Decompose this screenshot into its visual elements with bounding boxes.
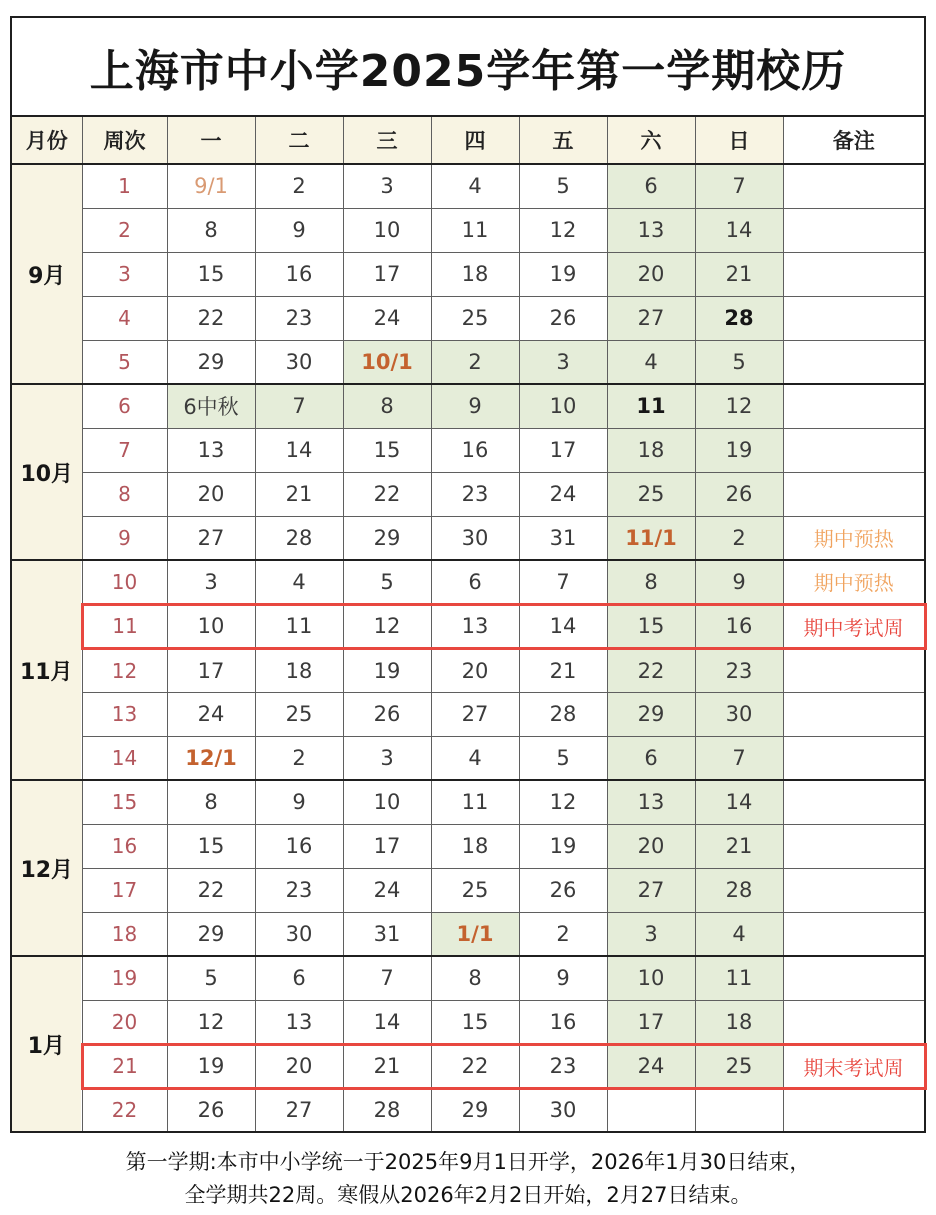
day-cell: 26: [519, 868, 607, 912]
week-number: 5: [82, 340, 167, 384]
note-cell: [783, 252, 925, 296]
week-row: [11, 604, 925, 648]
day-cell: 30: [255, 912, 343, 956]
day-cell: 3: [519, 340, 607, 384]
week-row: [11, 340, 925, 384]
day-cell: 23: [255, 296, 343, 340]
week-row: [11, 384, 925, 428]
day-cell: 12: [343, 604, 431, 648]
day-cell: 11: [607, 384, 695, 428]
day-cell: 18: [255, 648, 343, 692]
month-label: 12月: [11, 780, 82, 956]
day-cell: 15: [167, 824, 255, 868]
week-row: [11, 516, 925, 560]
week-row: [11, 164, 925, 208]
header-note: 备注: [783, 116, 925, 164]
week-number: 1: [82, 164, 167, 208]
day-cell: 29: [167, 340, 255, 384]
day-cell: 21: [695, 824, 783, 868]
week-row: [11, 824, 925, 868]
day-cell: 27: [255, 1088, 343, 1132]
day-cell: 15: [167, 252, 255, 296]
day-cell: 8: [167, 208, 255, 252]
column-header-row: [11, 116, 925, 164]
day-cell: 16: [695, 604, 783, 648]
day-cell: 7: [255, 384, 343, 428]
week-number: 14: [82, 736, 167, 780]
day-cell: 2: [255, 736, 343, 780]
day-cell: 14: [695, 208, 783, 252]
week-number: 3: [82, 252, 167, 296]
day-cell: 7: [695, 736, 783, 780]
day-cell: 19: [343, 648, 431, 692]
day-cell: 3: [167, 560, 255, 604]
day-cell: 20: [255, 1044, 343, 1088]
day-cell: 30: [695, 692, 783, 736]
month-label: 11月: [11, 560, 82, 780]
day-cell: 13: [167, 428, 255, 472]
day-cell: 30: [255, 340, 343, 384]
day-cell: 25: [431, 296, 519, 340]
day-cell: 6: [431, 560, 519, 604]
day-cell: 9: [519, 956, 607, 1000]
month-label: 10月: [11, 384, 82, 560]
day-cell: 10/1: [343, 340, 431, 384]
week-number: 10: [82, 560, 167, 604]
note-cell: [783, 472, 925, 516]
day-cell: 22: [431, 1044, 519, 1088]
header-day-tue: 二: [255, 116, 343, 164]
note-cell: 期中预热: [783, 560, 925, 604]
week-row: [11, 956, 925, 1000]
day-cell: [607, 1088, 695, 1132]
day-cell: 6中秋: [167, 384, 255, 428]
day-cell: 27: [167, 516, 255, 560]
day-cell: 23: [519, 1044, 607, 1088]
day-cell: 9: [255, 208, 343, 252]
day-cell: 17: [167, 648, 255, 692]
day-cell: 27: [431, 692, 519, 736]
day-cell: 31: [343, 912, 431, 956]
day-cell: 11: [431, 208, 519, 252]
week-number: 16: [82, 824, 167, 868]
day-cell: [695, 1088, 783, 1132]
day-cell: 8: [343, 384, 431, 428]
day-cell: 24: [343, 868, 431, 912]
day-cell: 4: [607, 340, 695, 384]
week-row: [11, 780, 925, 824]
header-day-fri: 五: [519, 116, 607, 164]
note-cell: [783, 868, 925, 912]
note-cell: [783, 780, 925, 824]
day-cell: 9: [695, 560, 783, 604]
note-cell: 期中预热: [783, 516, 925, 560]
day-cell: 14: [519, 604, 607, 648]
day-cell: 20: [167, 472, 255, 516]
day-cell: 4: [695, 912, 783, 956]
week-number: 13: [82, 692, 167, 736]
day-cell: 2: [255, 164, 343, 208]
day-cell: 9/1: [167, 164, 255, 208]
day-cell: 13: [607, 780, 695, 824]
note-cell: [783, 824, 925, 868]
day-cell: 23: [695, 648, 783, 692]
day-cell: 8: [167, 780, 255, 824]
note-cell: 期中考试周: [783, 604, 925, 648]
day-cell: 3: [607, 912, 695, 956]
day-cell: 26: [519, 296, 607, 340]
week-row: [11, 912, 925, 956]
day-cell: 17: [343, 824, 431, 868]
week-number: 22: [82, 1088, 167, 1132]
week-number: 2: [82, 208, 167, 252]
day-cell: 3: [343, 736, 431, 780]
day-cell: 19: [519, 824, 607, 868]
week-row: [11, 736, 925, 780]
day-cell: 2: [519, 912, 607, 956]
day-cell: 18: [607, 428, 695, 472]
day-cell: 11: [255, 604, 343, 648]
footer-line-1: 第一学期:本市中小学统一于2025年9月1日开学，2026年1月30日结束，: [125, 1150, 811, 1174]
day-cell: 19: [695, 428, 783, 472]
day-cell: 28: [343, 1088, 431, 1132]
day-cell: 13: [607, 208, 695, 252]
day-cell: 17: [607, 1000, 695, 1044]
header-day-mon: 一: [167, 116, 255, 164]
footer-line-2: 全学期共22周。寒假从2026年2月2日开始，2月27日结束。: [184, 1182, 752, 1207]
day-cell: 24: [519, 472, 607, 516]
day-cell: 22: [167, 296, 255, 340]
day-cell: 27: [607, 296, 695, 340]
day-cell: 22: [343, 472, 431, 516]
header-day-thu: 四: [431, 116, 519, 164]
week-row: [11, 472, 925, 516]
day-cell: 15: [431, 1000, 519, 1044]
day-cell: 17: [519, 428, 607, 472]
week-number: 6: [82, 384, 167, 428]
week-number: 11: [82, 604, 167, 648]
day-cell: 9: [431, 384, 519, 428]
day-cell: 15: [343, 428, 431, 472]
day-cell: 16: [431, 428, 519, 472]
day-cell: 5: [519, 736, 607, 780]
day-cell: 21: [255, 472, 343, 516]
day-cell: 26: [167, 1088, 255, 1132]
day-cell: 23: [431, 472, 519, 516]
week-number: 15: [82, 780, 167, 824]
day-cell: 4: [431, 736, 519, 780]
day-cell: 5: [519, 164, 607, 208]
week-number: 17: [82, 868, 167, 912]
note-cell: [783, 296, 925, 340]
day-cell: 6: [607, 736, 695, 780]
day-cell: 8: [431, 956, 519, 1000]
day-cell: 14: [255, 428, 343, 472]
day-cell: 27: [607, 868, 695, 912]
month-label: 9月: [11, 164, 82, 384]
note-cell: [783, 956, 925, 1000]
day-cell: 31: [519, 516, 607, 560]
day-cell: 7: [519, 560, 607, 604]
note-cell: [783, 648, 925, 692]
day-cell: 16: [255, 824, 343, 868]
day-cell: 2: [695, 516, 783, 560]
day-cell: 13: [255, 1000, 343, 1044]
day-cell: 18: [695, 1000, 783, 1044]
header-week: 周次: [82, 116, 167, 164]
day-cell: 18: [431, 252, 519, 296]
day-cell: 10: [343, 208, 431, 252]
school-calendar-table: [10, 16, 927, 1133]
page-title: 上海市中小学2025学年第一学期校历: [11, 17, 925, 116]
note-cell: [783, 912, 925, 956]
note-cell: [783, 340, 925, 384]
day-cell: 29: [167, 912, 255, 956]
day-cell: 20: [607, 824, 695, 868]
day-cell: 2: [431, 340, 519, 384]
day-cell: 5: [695, 340, 783, 384]
month-label: 1月: [11, 956, 82, 1132]
day-cell: 23: [255, 868, 343, 912]
week-number: 18: [82, 912, 167, 956]
day-cell: 30: [519, 1088, 607, 1132]
day-cell: 19: [167, 1044, 255, 1088]
day-cell: 28: [519, 692, 607, 736]
day-cell: 24: [343, 296, 431, 340]
day-cell: 21: [519, 648, 607, 692]
week-row: [11, 252, 925, 296]
day-cell: 22: [167, 868, 255, 912]
header-day-sat: 六: [607, 116, 695, 164]
day-cell: 20: [607, 252, 695, 296]
day-cell: 28: [255, 516, 343, 560]
note-cell: [783, 384, 925, 428]
day-cell: 9: [255, 780, 343, 824]
day-cell: 14: [695, 780, 783, 824]
week-number: 19: [82, 956, 167, 1000]
day-cell: 13: [431, 604, 519, 648]
day-cell: 10: [607, 956, 695, 1000]
note-cell: [783, 692, 925, 736]
day-cell: 17: [343, 252, 431, 296]
title-row: [11, 17, 925, 116]
day-cell: 15: [607, 604, 695, 648]
day-cell: 29: [343, 516, 431, 560]
week-number: 4: [82, 296, 167, 340]
week-row: [11, 1044, 925, 1088]
day-cell: 26: [695, 472, 783, 516]
day-cell: 10: [343, 780, 431, 824]
day-cell: 10: [519, 384, 607, 428]
day-cell: 22: [607, 648, 695, 692]
day-cell: 10: [167, 604, 255, 648]
day-cell: 24: [167, 692, 255, 736]
day-cell: 25: [255, 692, 343, 736]
day-cell: 19: [519, 252, 607, 296]
header-month: 月份: [11, 116, 82, 164]
day-cell: 12: [695, 384, 783, 428]
day-cell: 12/1: [167, 736, 255, 780]
week-number: 20: [82, 1000, 167, 1044]
calendar-body: [11, 164, 925, 1132]
week-number: 12: [82, 648, 167, 692]
day-cell: 11: [695, 956, 783, 1000]
day-cell: 25: [607, 472, 695, 516]
week-number: 8: [82, 472, 167, 516]
week-number: 21: [82, 1044, 167, 1088]
week-row: [11, 1000, 925, 1044]
day-cell: 6: [607, 164, 695, 208]
day-cell: 6: [255, 956, 343, 1000]
note-cell: [783, 1088, 925, 1132]
note-cell: 期末考试周: [783, 1044, 925, 1088]
day-cell: 11: [431, 780, 519, 824]
note-cell: [783, 164, 925, 208]
day-cell: 12: [167, 1000, 255, 1044]
day-cell: 26: [343, 692, 431, 736]
day-cell: 8: [607, 560, 695, 604]
day-cell: 20: [431, 648, 519, 692]
day-cell: 14: [343, 1000, 431, 1044]
header-day-wed: 三: [343, 116, 431, 164]
week-number: 9: [82, 516, 167, 560]
day-cell: 4: [255, 560, 343, 604]
day-cell: 21: [695, 252, 783, 296]
day-cell: 12: [519, 780, 607, 824]
day-cell: 11/1: [607, 516, 695, 560]
week-row: [11, 428, 925, 472]
day-cell: 28: [695, 296, 783, 340]
note-cell: [783, 208, 925, 252]
day-cell: 25: [695, 1044, 783, 1088]
day-cell: 21: [343, 1044, 431, 1088]
day-cell: 3: [343, 164, 431, 208]
day-cell: 28: [695, 868, 783, 912]
footer-text: [0, 1146, 936, 1211]
week-row: [11, 868, 925, 912]
day-cell: 7: [343, 956, 431, 1000]
week-row: [11, 208, 925, 252]
week-number: 7: [82, 428, 167, 472]
day-cell: 5: [167, 956, 255, 1000]
week-row: [11, 296, 925, 340]
day-cell: 5: [343, 560, 431, 604]
day-cell: 12: [519, 208, 607, 252]
week-row: [11, 1088, 925, 1132]
day-cell: 30: [431, 516, 519, 560]
day-cell: 16: [255, 252, 343, 296]
note-cell: [783, 428, 925, 472]
day-cell: 25: [431, 868, 519, 912]
day-cell: 24: [607, 1044, 695, 1088]
day-cell: 18: [431, 824, 519, 868]
day-cell: 4: [431, 164, 519, 208]
day-cell: 29: [607, 692, 695, 736]
day-cell: 7: [695, 164, 783, 208]
header-day-sun: 日: [695, 116, 783, 164]
week-row: [11, 692, 925, 736]
day-cell: 1/1: [431, 912, 519, 956]
note-cell: [783, 1000, 925, 1044]
week-row: [11, 560, 925, 604]
note-cell: [783, 736, 925, 780]
day-cell: 16: [519, 1000, 607, 1044]
day-cell: 29: [431, 1088, 519, 1132]
week-row: [11, 648, 925, 692]
